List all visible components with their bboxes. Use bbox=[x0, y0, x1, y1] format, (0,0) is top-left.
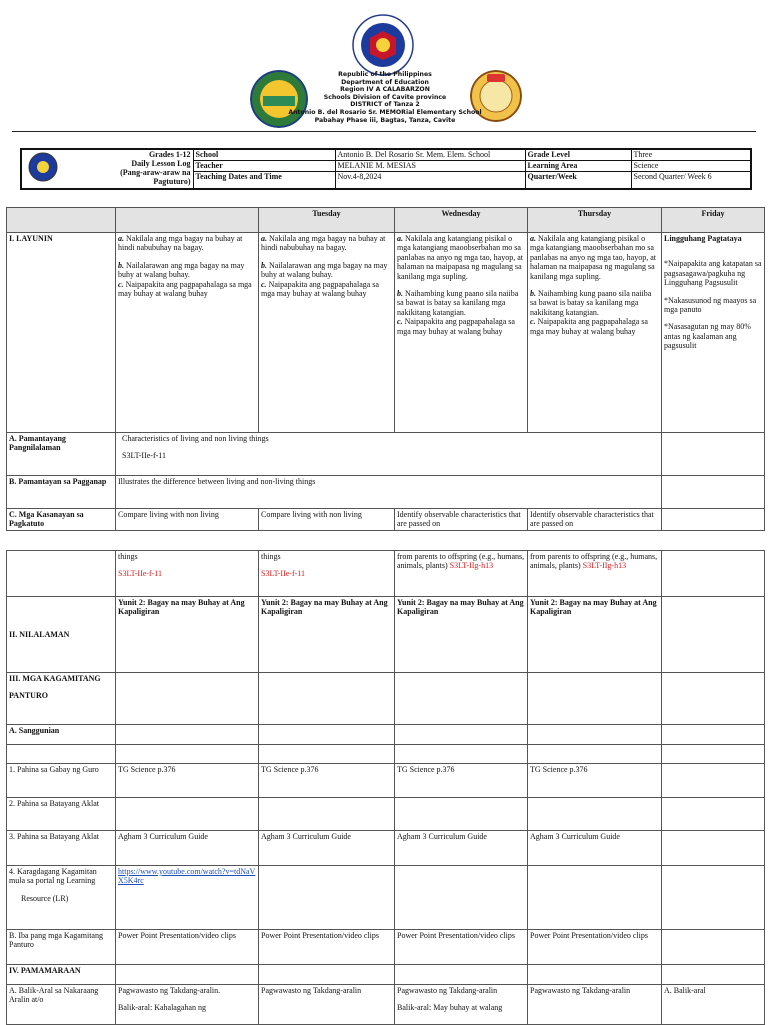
karagdagan-wednesday bbox=[395, 866, 528, 930]
aklat2-tuesday bbox=[259, 798, 395, 831]
dll-title-cell: Grades 1-12 Daily Lesson Log (Pang-araw-araw na Pagtuturo) bbox=[21, 149, 193, 189]
aklat3-thursday: Agham 3 Curriculum Guide bbox=[528, 831, 662, 866]
pamantayan-pagganap-text: Illustrates the difference between living and non-living things bbox=[116, 476, 662, 509]
deped-logo-icon bbox=[26, 152, 60, 182]
kagamitan-monday bbox=[116, 673, 259, 725]
gabay-label: 1. Pahina sa Gabay ng Guro bbox=[7, 764, 116, 798]
pamamaraan-wednesday bbox=[395, 965, 528, 985]
balik-friday: A. Balik-aral bbox=[662, 985, 765, 1025]
cont-tuesday: things S3LT-IIe-f-11 bbox=[259, 551, 395, 597]
aklat2-monday bbox=[116, 798, 259, 831]
pamantayan-pagganap-label: B. Pamantayan sa Pagganap bbox=[7, 476, 116, 509]
cont-wednesday: from parents to offspring (e.g., humans, animals, plants) S3LT-IIg-h13 bbox=[395, 551, 528, 597]
aklat3-friday bbox=[662, 831, 765, 866]
school-label: School bbox=[193, 149, 335, 160]
cont-thursday: from parents to offspring (e.g., humans, animals, plants) S3LT-IIg-h13 bbox=[528, 551, 662, 597]
layunin-wednesday: a. Nakilala ang katangiang pisikal o mga katangiang maoobserbahan mo sa panlabas na anyo ng mga tao, hayop, at halaman na maipapasa ng magulang sa kanilang mga supling. b. Naihambing kung paano sila naiiba sa bawat is batay sa kanilang mga nakikitang katangian. c. Naipapakita ang pagpapahalaga sa mga may buhay at walang buhay bbox=[395, 233, 528, 433]
kasanayan-monday: Compare living with non living bbox=[116, 509, 259, 531]
pamamaraan-friday bbox=[662, 965, 765, 985]
karagdagan-thursday bbox=[528, 866, 662, 930]
kasanayan-wednesday: Identify observable characteristics that are passed on bbox=[395, 509, 528, 531]
aklat2-friday bbox=[662, 798, 765, 831]
dll-main-table-continued bbox=[6, 550, 765, 1025]
kagamitan-wednesday bbox=[395, 673, 528, 725]
dates-label: Teaching Dates and Time bbox=[193, 171, 335, 189]
dll-main-table bbox=[6, 207, 765, 531]
nilalaman-wednesday: Yunit 2: Bagay na may Buhay at Ang Kapaligiran bbox=[395, 597, 528, 673]
grade-value: Three bbox=[631, 149, 751, 160]
blank-label bbox=[7, 745, 116, 764]
gabay-monday: TG Science p.376 bbox=[116, 764, 259, 798]
iba-friday bbox=[662, 930, 765, 965]
gabay-thursday: TG Science p.376 bbox=[528, 764, 662, 798]
letterhead-text: Republic of the Philippines Department of Education Region IV A CALABARZON Schools Division of Cavite province DISTRICT of Tanza 2 Antonio B. del Rosario Sr. MEMORial Elementary School Pabahay Phase iii, Bagtas, Tanza, Cavite bbox=[288, 71, 482, 124]
corner-cell bbox=[7, 208, 116, 233]
kagamitan-tuesday bbox=[259, 673, 395, 725]
iba-monday: Power Point Presentation/video clips bbox=[116, 930, 259, 965]
pamamaraan-tuesday bbox=[259, 965, 395, 985]
day-monday bbox=[116, 208, 259, 233]
pamantayang-pangnilalaman-text: Characteristics of living and non living things S3LT-IIe-f-11 bbox=[116, 433, 662, 476]
sanggunian-friday bbox=[662, 725, 765, 745]
aklat3-label: 3. Pahina sa Batayang Aklat bbox=[7, 831, 116, 866]
gabay-friday bbox=[662, 764, 765, 798]
iba-wednesday: Power Point Presentation/video clips bbox=[395, 930, 528, 965]
blank-thursday bbox=[528, 745, 662, 764]
youtube-link[interactable]: https://www.youtube.com/watch?v=tdNaVX5K4rc bbox=[118, 867, 256, 886]
karagdagan-monday bbox=[116, 866, 259, 930]
sanggunian-thursday bbox=[528, 725, 662, 745]
sanggunian-wednesday bbox=[395, 725, 528, 745]
kasanayan-friday bbox=[662, 509, 765, 531]
aklat2-wednesday bbox=[395, 798, 528, 831]
iba-label: B. Iba pang mga Kagamitang Panturo bbox=[7, 930, 116, 965]
day-wednesday: Wednesday bbox=[395, 208, 528, 233]
balik-wednesday: Pagwawasto ng Takdang-aralin Balik-aral: May buhay at walang bbox=[395, 985, 528, 1025]
cont-friday bbox=[662, 551, 765, 597]
aklat2-thursday bbox=[528, 798, 662, 831]
blank-tuesday bbox=[259, 745, 395, 764]
iba-thursday: Power Point Presentation/video clips bbox=[528, 930, 662, 965]
area-value: Science bbox=[631, 160, 751, 171]
sanggunian-tuesday bbox=[259, 725, 395, 745]
aklat3-wednesday: Agham 3 Curriculum Guide bbox=[395, 831, 528, 866]
kasanayan-thursday: Identify observable characteristics that are passed on bbox=[528, 509, 662, 531]
area-label: Learning Area bbox=[525, 160, 631, 171]
layunin-friday: Lingguhang Pagtataya *Naipapakita ang katapatan sa pagsasagawa/pagkuha ng Lingguhang Pagsusulit *Nakasusunod ng maayos sa mga panuto *Nasasagutan ng may 80% antas ng kaalaman ang pagsusulit bbox=[662, 233, 765, 433]
layunin-thursday: a. Nakilala ang katangiang pisikal o mga katangiang maoobserbahan mo sa panlabas na anyo ng mga tao, hayop, at halaman na maipapasa ng magulang sa kanilang mga supling. b. Naihambing kung paano sila naiiba sa bawat is batay sa kanilang mga nakikitang katangian. c. Naipapakita ang pagpapahalaga sa mga may buhay at walang buhay bbox=[528, 233, 662, 433]
karagdagan-label: 4. Karagdagang Kagamitan mula sa portal ng Learning Resource (LR) bbox=[7, 866, 116, 930]
balik-label: A. Balik-Aral sa Nakaraang Aralin at/o bbox=[7, 985, 116, 1025]
letterhead bbox=[0, 0, 768, 135]
kagamitan-label: III. MGA KAGAMITANG PANTURO bbox=[7, 673, 116, 725]
teacher-label: Teacher bbox=[193, 160, 335, 171]
kagamitan-friday bbox=[662, 673, 765, 725]
blank-wednesday bbox=[395, 745, 528, 764]
layunin-monday: a. Nakilala ang mga bagay na buhay at hindi nabubuhay na bagay. b. Nailalarawan ang mga bagay na may buhy at walang buhay. c. Naipapakita ang pagpapahalaga sa mga may buhay at walang buhay bbox=[116, 233, 259, 433]
nilalaman-thursday: Yunit 2: Bagay na may Buhay at Ang Kapaligiran bbox=[528, 597, 662, 673]
iba-tuesday: Power Point Presentation/video clips bbox=[259, 930, 395, 965]
pamantayang-pangnilalaman-friday bbox=[662, 433, 765, 476]
sanggunian-monday bbox=[116, 725, 259, 745]
balik-thursday: Pagwawasto ng Takdang-aralin bbox=[528, 985, 662, 1025]
pamamaraan-monday bbox=[116, 965, 259, 985]
nilalaman-label: II. NILALAMAN bbox=[7, 597, 116, 673]
aklat3-tuesday: Agham 3 Curriculum Guide bbox=[259, 831, 395, 866]
kagamitan-thursday bbox=[528, 673, 662, 725]
aklat3-monday: Agham 3 Curriculum Guide bbox=[116, 831, 259, 866]
school-value: Antonio B. Del Rosario Sr. Mem. Elem. School bbox=[335, 149, 525, 160]
layunin-tuesday: a. Nakilala ang mga bagay na buhay at hindi nabubuhay na bagay. b. Nailalarawan ang mga bagay na may buhy at walang buhay. c. Naipapakita ang pagpapahalaga sa mga may buhay at walang buhay bbox=[259, 233, 395, 433]
karagdagan-tuesday bbox=[259, 866, 395, 930]
kasanayan-tuesday: Compare living with non living bbox=[259, 509, 395, 531]
deped-seal-icon bbox=[352, 14, 414, 76]
blank-friday bbox=[662, 745, 765, 764]
teacher-value: MELANIE M. MESIAS bbox=[335, 160, 525, 171]
day-thursday: Thursday bbox=[528, 208, 662, 233]
sanggunian-label: A. Sanggunian bbox=[7, 725, 116, 745]
nilalaman-monday: Yunit 2: Bagay na may Buhay at Ang Kapaligiran bbox=[116, 597, 259, 673]
pamantayan-pagganap-friday bbox=[662, 476, 765, 509]
gabay-wednesday: TG Science p.376 bbox=[395, 764, 528, 798]
pamantayang-pangnilalaman-label: A. Pamantayang Pangnilalaman bbox=[7, 433, 116, 476]
aklat2-label: 2. Pahina sa Batayang Aklat bbox=[7, 798, 116, 831]
layunin-label: I. LAYUNIN bbox=[7, 233, 116, 433]
quarter-value: Second Quarter/ Week 6 bbox=[631, 171, 751, 189]
dates-value: Nov.4-8,2024 bbox=[335, 171, 525, 189]
nilalaman-friday bbox=[662, 597, 765, 673]
balik-tuesday: Pagwawasto ng Takdang-aralin bbox=[259, 985, 395, 1025]
kasanayan-label: C. Mga Kasanayan sa Pagkatuto bbox=[7, 509, 116, 531]
nilalaman-tuesday: Yunit 2: Bagay na may Buhay at Ang Kapaligiran bbox=[259, 597, 395, 673]
dll-info-table bbox=[20, 148, 752, 190]
grade-label: Grade Level bbox=[525, 149, 631, 160]
pamamaraan-thursday bbox=[528, 965, 662, 985]
day-tuesday: Tuesday bbox=[259, 208, 395, 233]
day-friday: Friday bbox=[662, 208, 765, 233]
header-divider bbox=[12, 131, 756, 132]
cont-monday: things S3LT-IIe-f-11 bbox=[116, 551, 259, 597]
quarter-label: Quarter/Week bbox=[525, 171, 631, 189]
pamamaraan-label: IV. PAMAMARAAN bbox=[7, 965, 116, 985]
gabay-tuesday: TG Science p.376 bbox=[259, 764, 395, 798]
karagdagan-friday bbox=[662, 866, 765, 930]
blank-monday bbox=[116, 745, 259, 764]
balik-monday: Pagwawasto ng Takdang-aralin. Balik-aral: Kahalagahan ng bbox=[116, 985, 259, 1025]
cont-label bbox=[7, 551, 116, 597]
